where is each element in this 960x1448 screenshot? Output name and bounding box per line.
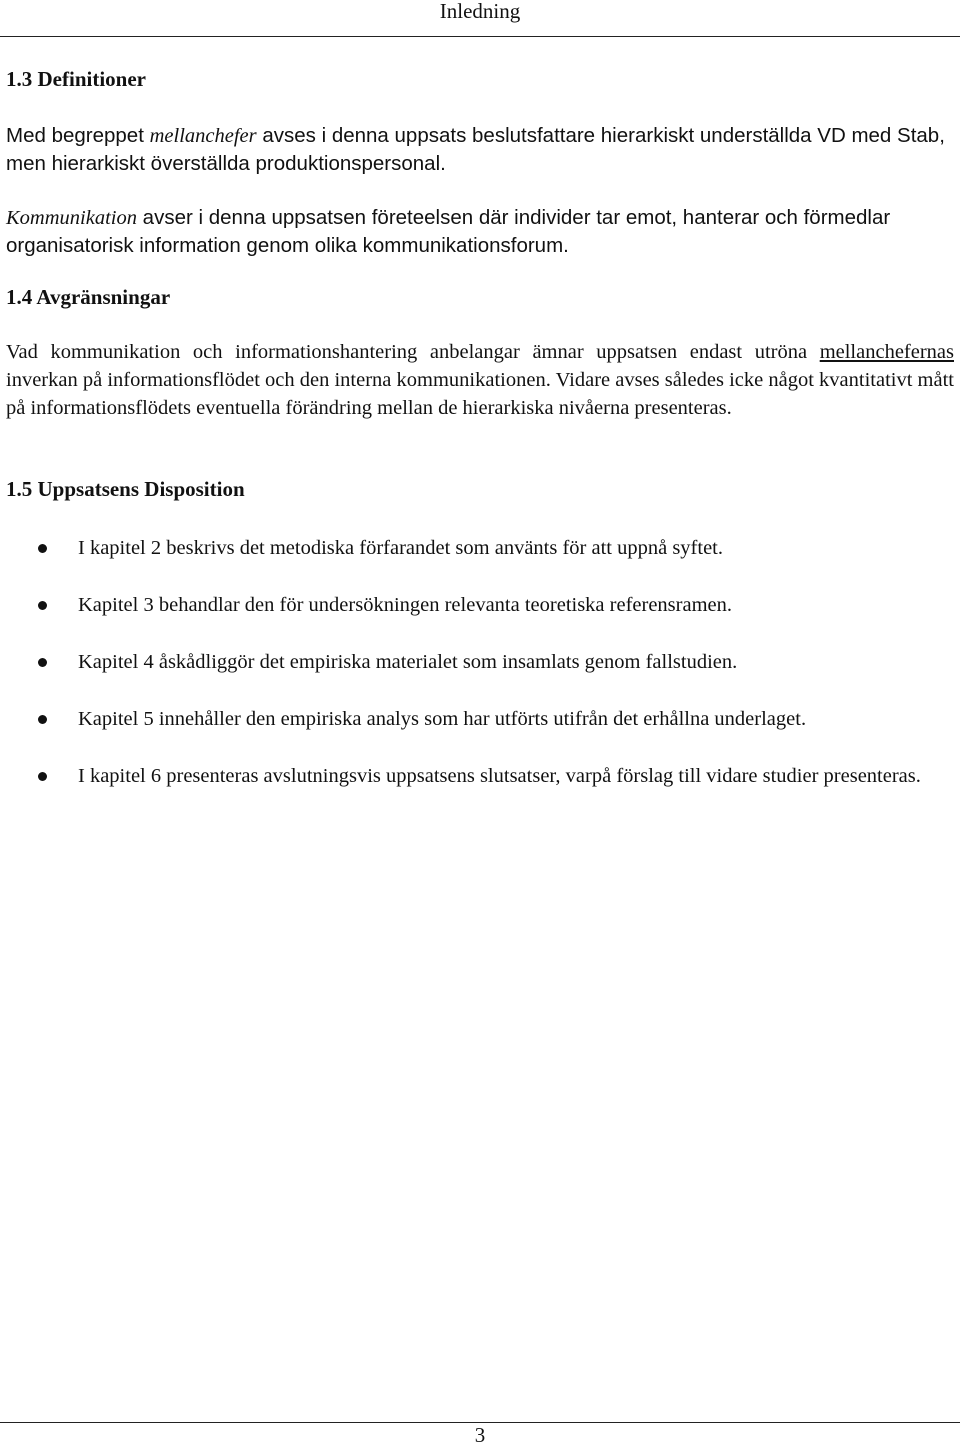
section-heading-disposition: 1.5 Uppsatsens Disposition [6, 477, 245, 501]
definition-kommunikation [6, 204, 954, 260]
list-item-text: I kapitel 2 beskrivs det metodiska förfarandet som använts för att uppnå syftet. [78, 537, 723, 559]
bullet-icon [38, 601, 47, 610]
header-rule [0, 36, 960, 37]
paragraph-text: Vad kommunikation och informationshantering anbelangar ämnar uppsatsen endast utröna [6, 341, 820, 363]
definition-term: Kommunikation [6, 207, 137, 229]
paragraph-text: inverkan på informationsflödet och den interna kommunikationen. Vidare avses således icke något kvantitativt mått på informationsflödets eventuella förändring mellan de hierarkiska nivåerna presenteras. [6, 369, 954, 419]
bullet-icon [38, 772, 47, 781]
list-item [0, 534, 954, 562]
running-header: Inledning [439, 0, 521, 23]
section-heading-delimitations: 1.4 Avgränsningar [6, 285, 171, 309]
definition-text: avser i denna uppsatsen företeelsen där individer tar emot, hanterar och förmedlar organisatorisk information genom olika kommunikationsforum. [6, 206, 891, 257]
definition-term: mellanchefer [149, 125, 257, 147]
bullet-icon [38, 544, 47, 553]
definition-text: Med begreppet [6, 124, 150, 147]
list-item [0, 648, 954, 676]
list-item-text: Kapitel 3 behandlar den för undersökningen relevanta teoretiska referensramen. [78, 594, 733, 616]
list-item-text: I kapitel 6 presenteras avslutningsvis uppsatsens slutsatser, varpå förslag till vidare studier presenteras. [78, 765, 921, 787]
disposition-list [0, 534, 960, 819]
list-item [0, 762, 954, 790]
delimitations-paragraph [6, 338, 954, 422]
section-heading-definitions: 1.3 Definitioner [6, 67, 146, 91]
bullet-icon [38, 658, 47, 667]
list-item [0, 705, 954, 733]
list-item-text: Kapitel 4 åskådliggör det empiriska materialet som insamlats genom fallstudien. [78, 651, 738, 673]
definition-text: avses i denna uppsats beslutsfattare hierarkiskt underställda VD med Stab, men hierarkiskt överställda produktionspersonal. [6, 124, 945, 175]
list-item-text: Kapitel 5 innehåller den empiriska analys som har utförts utifrån det erhållna underlaget. [78, 708, 807, 730]
list-item [0, 591, 954, 619]
page-number: 3 [474, 1423, 486, 1447]
underlined-term: mellanchefernas [819, 341, 954, 363]
bullet-icon [38, 715, 47, 724]
definition-mellanchefer [6, 122, 954, 178]
